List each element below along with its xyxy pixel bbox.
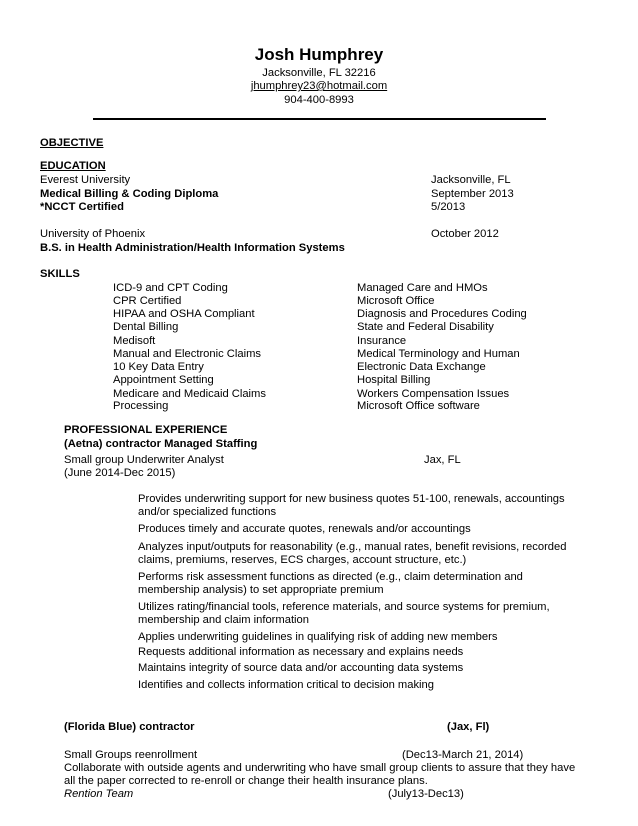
duty-line: Maintains integrity of source data and/or accounting data systems bbox=[138, 662, 464, 674]
duty-line: Requests additional information as necessary and explains needs bbox=[138, 646, 464, 658]
skill-item: Medisoft bbox=[113, 335, 156, 347]
skill-item: Appointment Setting bbox=[113, 374, 214, 386]
skill-item: Workers Compensation Issues bbox=[357, 388, 510, 400]
employer: (Aetna) contractor Managed Staffing bbox=[64, 438, 258, 450]
job-dates: (June 2014-Dec 2015) bbox=[64, 467, 176, 479]
job-location: Jax, FL bbox=[424, 454, 461, 466]
skill-item: Managed Care and HMOs bbox=[357, 282, 488, 294]
degree: Medical Billing & Coding Diploma bbox=[40, 188, 219, 200]
duty-line: Applies underwriting guidelines in qualifying risk of adding new members bbox=[138, 631, 498, 643]
team-name: Rention Team bbox=[64, 788, 134, 800]
skill-item: Processing bbox=[113, 400, 169, 412]
skill-item: Dental Billing bbox=[113, 321, 179, 333]
experience-heading: PROFESSIONAL EXPERIENCE bbox=[64, 424, 228, 436]
school-name: University of Phoenix bbox=[40, 228, 146, 240]
duty-line: Provides underwriting support for new business quotes 51-100, renewals, accountings bbox=[138, 493, 565, 505]
skills-heading: SKILLS bbox=[40, 268, 80, 280]
degree-date: September 2013 bbox=[431, 188, 514, 200]
job-title: Small Groups reenrollment bbox=[64, 749, 198, 761]
skill-item: Hospital Billing bbox=[357, 374, 431, 386]
team-dates: (July13-Dec13) bbox=[388, 788, 464, 800]
header-divider bbox=[93, 118, 546, 120]
skill-item: HIPAA and OSHA Compliant bbox=[113, 308, 255, 320]
school-location: Jacksonville, FL bbox=[431, 174, 511, 186]
job-description: Collaborate with outside agents and underwriting who have small group clients to assure that they have bbox=[64, 762, 576, 774]
job-dates: (Dec13-March 21, 2014) bbox=[402, 749, 524, 761]
skill-item: ICD-9 and CPT Coding bbox=[113, 282, 228, 294]
skill-item: 10 Key Data Entry bbox=[113, 361, 204, 373]
certification-date: 5/2013 bbox=[431, 201, 466, 213]
candidate-name: Josh Humphrey bbox=[254, 45, 384, 64]
phone: 904-400-8993 bbox=[284, 94, 354, 106]
email-link[interactable]: jhumphrey23@hotmail.com bbox=[250, 80, 388, 92]
job-title: Small group Underwriter Analyst bbox=[64, 454, 224, 466]
education-heading: EDUCATION bbox=[40, 160, 106, 172]
job-location: (Jax, Fl) bbox=[447, 721, 490, 733]
skill-item: Insurance bbox=[357, 335, 407, 347]
duty-line: Identifies and collects information critical to decision making bbox=[138, 679, 434, 691]
objective-heading: OBJECTIVE bbox=[40, 137, 104, 149]
degree-date: October 2012 bbox=[431, 228, 499, 240]
skill-item: Microsoft Office bbox=[357, 295, 435, 307]
skill-item: State and Federal Disability bbox=[357, 321, 494, 333]
degree: B.S. in Health Administration/Health Information Systems bbox=[40, 242, 345, 254]
duty-line: Utilizes rating/financial tools, reference materials, and source systems for premium, bbox=[138, 601, 550, 613]
skill-item: Manual and Electronic Claims bbox=[113, 348, 261, 360]
certification: *NCCT Certified bbox=[40, 201, 124, 213]
address: Jacksonville, FL 32216 bbox=[262, 67, 376, 79]
employer: (Florida Blue) contractor bbox=[64, 721, 195, 733]
duty-line: claims, premiums, reserves, ECS charges, account structure, etc.) bbox=[138, 554, 467, 566]
job-description: all the paper corrected to re-enroll or change their health insurance plans. bbox=[64, 775, 428, 787]
duty-line: Produces timely and accurate quotes, renewals and/or accountings bbox=[138, 523, 471, 535]
skill-item: Electronic Data Exchange bbox=[357, 361, 486, 373]
duty-line: and/or specialized functions bbox=[138, 506, 277, 518]
duty-line: Performs risk assessment functions as directed (e.g., claim determination and bbox=[138, 571, 523, 583]
skill-item: CPR Certified bbox=[113, 295, 182, 307]
skill-item: Medicare and Medicaid Claims bbox=[113, 388, 266, 400]
school-name: Everest University bbox=[40, 174, 131, 186]
skill-item: Diagnosis and Procedures Coding bbox=[357, 308, 527, 320]
skill-item: Microsoft Office software bbox=[357, 400, 480, 412]
duty-line: Analyzes input/outputs for reasonability (e.g., manual rates, benefit revisions, recorded bbox=[138, 541, 567, 553]
duty-line: membership analysis) to set appropriate premium bbox=[138, 584, 384, 596]
duty-line: membership and claim information bbox=[138, 614, 309, 626]
skill-item: Medical Terminology and Human bbox=[357, 348, 520, 360]
